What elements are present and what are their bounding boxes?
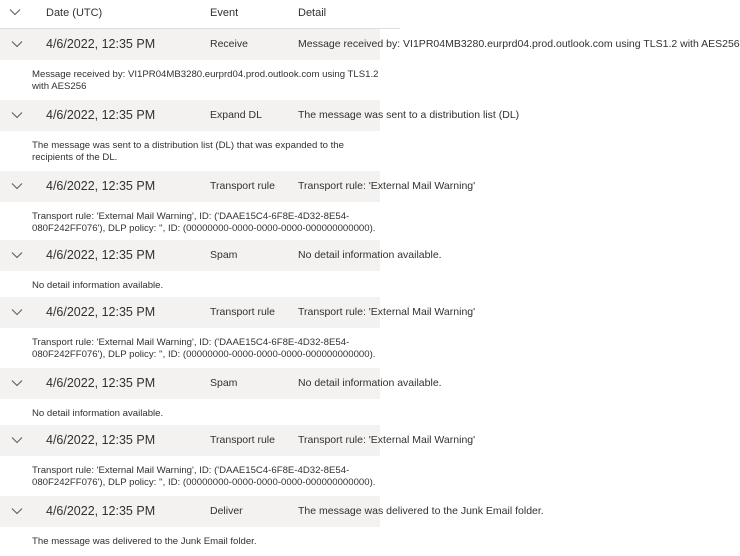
column-header-date[interactable]: Date (UTC) [46, 7, 103, 19]
row-detail: Transport rule: 'External Mail Warning' [298, 306, 476, 318]
chevron-down-icon[interactable] [10, 433, 24, 447]
chevron-down-icon[interactable] [10, 179, 24, 193]
list-item [0, 368, 442, 425]
table-row[interactable] [0, 368, 442, 399]
list-item [0, 100, 520, 171]
row-event: Transport rule [210, 306, 275, 318]
chevron-down-icon[interactable] [10, 108, 24, 122]
list-item [0, 425, 476, 496]
table-row[interactable] [0, 240, 442, 271]
row-expanded-detail: No detail information available. [32, 280, 164, 291]
table-row[interactable] [0, 171, 476, 202]
chevron-down-icon[interactable] [10, 305, 24, 319]
row-date: 4/6/2022, 12:35 PM [46, 433, 156, 447]
table-row[interactable] [0, 100, 520, 131]
table-row[interactable] [0, 496, 544, 527]
row-event: Expand DL [210, 109, 262, 121]
row-event: Receive [210, 38, 248, 50]
row-expanded-detail: The message was sent to a distribution list (DL) that was expanded to the recipients of the DL. [32, 140, 344, 163]
list-item [0, 496, 544, 554]
chevron-down-icon[interactable] [10, 37, 24, 51]
row-event: Spam [210, 377, 238, 389]
row-event: Transport rule [210, 180, 275, 192]
row-event: Spam [210, 249, 238, 261]
row-date: 4/6/2022, 12:35 PM [46, 248, 156, 262]
row-detail: No detail information available. [298, 249, 442, 261]
row-detail: Transport rule: 'External Mail Warning' [298, 180, 476, 192]
row-date: 4/6/2022, 12:35 PM [46, 504, 156, 518]
row-date: 4/6/2022, 12:35 PM [46, 305, 156, 319]
message-trace-list [0, 29, 740, 554]
chevron-down-icon[interactable] [10, 248, 24, 262]
list-item [0, 29, 740, 100]
row-expanded-detail: Message received by: VI1PR04MB3280.eurprd04.prod.outlook.com using TLS1.2 with AES256 [32, 69, 379, 92]
chevron-down-icon[interactable] [10, 504, 24, 518]
table-row[interactable] [0, 425, 476, 456]
row-detail: The message was delivered to the Junk Email folder. [298, 505, 544, 517]
table-row[interactable] [0, 297, 476, 328]
row-date: 4/6/2022, 12:35 PM [46, 179, 156, 193]
chevron-down-icon[interactable] [8, 5, 22, 19]
row-expanded-detail: The message was delivered to the Junk Email folder. [32, 536, 257, 547]
row-expanded-detail: Transport rule: 'External Mail Warning', ID: ('DAAE15C4-6F8E-4D32-8E54-080F242FF076'), DLP policy: '', ID: (00000000-0000-0000-0000-000000000000). [32, 465, 376, 488]
row-event: Deliver [210, 505, 243, 517]
row-date: 4/6/2022, 12:35 PM [46, 376, 156, 390]
row-detail: No detail information available. [298, 377, 442, 389]
column-header-detail[interactable]: Detail [298, 7, 327, 19]
table-row[interactable] [0, 29, 740, 60]
row-expanded-detail: Transport rule: 'External Mail Warning', ID: ('DAAE15C4-6F8E-4D32-8E54-080F242FF076'), DLP policy: '', ID: (00000000-0000-0000-0000-000000000000). [32, 211, 376, 234]
row-expanded-detail: Transport rule: 'External Mail Warning', ID: ('DAAE15C4-6F8E-4D32-8E54-080F242FF076'), DLP policy: '', ID: (00000000-0000-0000-0000-000000000000). [32, 337, 376, 360]
list-item [0, 171, 476, 240]
row-detail: Message received by: VI1PR04MB3280.eurprd04.prod.outlook.com using TLS1.2 with AES256 [298, 38, 740, 50]
row-date: 4/6/2022, 12:35 PM [46, 108, 156, 122]
chevron-down-icon[interactable] [10, 376, 24, 390]
list-item [0, 297, 476, 368]
list-item [0, 240, 442, 297]
row-detail: Transport rule: 'External Mail Warning' [298, 434, 476, 446]
row-event: Transport rule [210, 434, 275, 446]
table-header [0, 0, 400, 29]
row-expanded-detail: No detail information available. [32, 408, 164, 419]
row-detail: The message was sent to a distribution list (DL) [298, 109, 520, 121]
row-date: 4/6/2022, 12:35 PM [46, 37, 156, 51]
column-header-event[interactable]: Event [210, 7, 239, 19]
